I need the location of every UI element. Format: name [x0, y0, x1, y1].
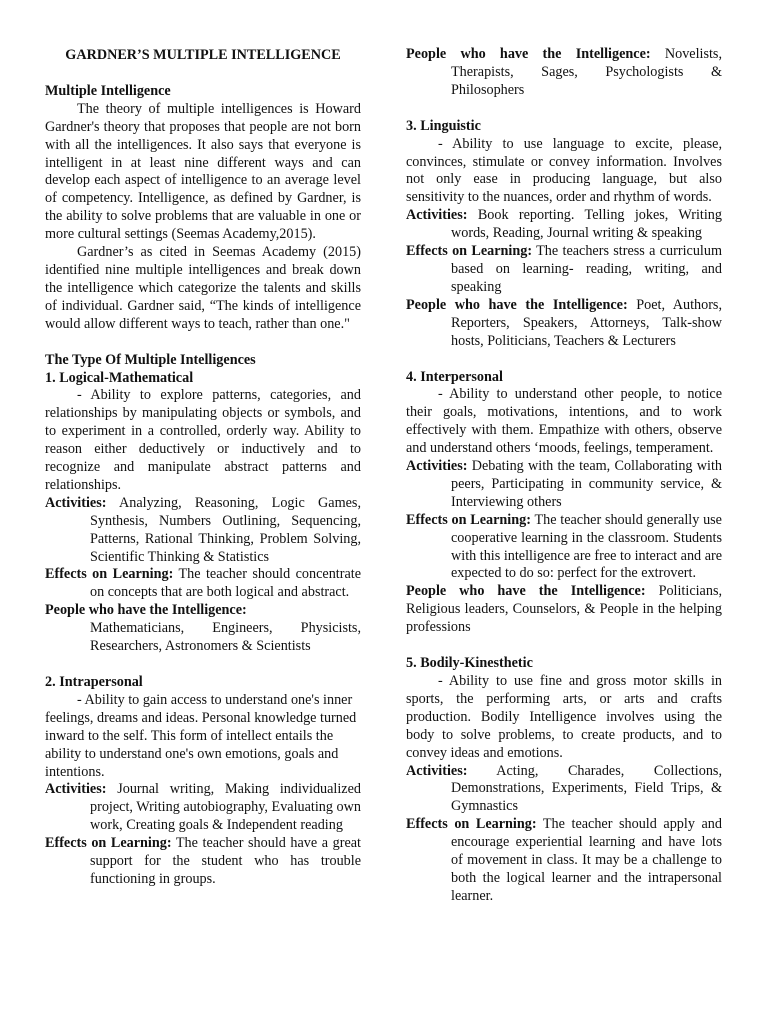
document-title: GARDNER’S MULTIPLE INTELLIGENCE [65, 47, 341, 63]
intrapersonal-activities-text: Journal writing, Making individualized project, Writing autobiography, Evaluating own work, Creating goals & Independent reading [90, 781, 361, 834]
intrapersonal-people [406, 46, 722, 100]
effects-label: Effects on Learning: [45, 835, 172, 852]
interpersonal-heading: 4. Interpersonal [406, 368, 503, 385]
logical-effects-text: The teacher should concentrate on concepts that are both logical and abstract. [90, 566, 361, 601]
interpersonal-activities [406, 458, 722, 512]
bodily-activities-text: Acting, Charades, Collections, Demonstrations, Experiments, Field Trips, & Gymnastics [451, 762, 722, 815]
bodily-effects-text: The teacher should apply and encourage experiential learning and have lots of movement in class. It may be a challenge to both the logical learner and the intrapersonal learner. [451, 816, 722, 904]
bodily-description: - Ability to use fine and gross motor skills in sports, the performing arts, or arts and crafts production. Bodily Intelligence involves using the body to solve problems, to create products, and to convey ideas and emotions. [406, 673, 722, 761]
logical-people-text: Mathematicians, Engineers, Physicists, Researchers, Astronomers & Scientists [90, 620, 361, 655]
left-column [45, 46, 361, 889]
linguistic-description: - Ability to use language to excite, please, convinces, stimulate or convey information. Involves not only ease in producing language, but also sensitivity to the nuances, order and rhythm of words. [406, 135, 722, 206]
logical-people-label: People who have the Intelligence: [45, 602, 247, 619]
interpersonal-effects [406, 512, 722, 584]
intro-paragraph-2: Gardner’s as cited in Seemas Academy (2015) identified nine multiple intelligences and break down the intelligence which categorize the talents and skills of individual. Gardner said, “The kinds of intelligence would allow different ways to teach, rather than one." [45, 244, 361, 332]
interpersonal-effects-text: The teacher should generally use cooperative learning in the classroom. Students with this intelligence are free to interact and are expected to do so: perfect for the extrovert. [451, 511, 723, 582]
bodily-heading: 5. Bodily-Kinesthetic [406, 655, 533, 672]
intrapersonal-heading: 2. Intrapersonal [45, 674, 143, 690]
effects-label: Effects on Learning: [406, 511, 531, 528]
people-label: People who have the Intelligence: [406, 296, 628, 313]
intro-paragraph-1: The theory of multiple intelligences is Howard Gardner's theory that proposes that people are not born with all the intelligences. It also says that everyone is intelligent in at least nine different ways and can develop each aspect of intelligence to an average level of competency. Intelligence, as defined by Gardner, is the ability to solve problems that are valuable in one or more cultural settings (Seemas Academy,2015). [45, 100, 361, 243]
activities-label: Activities: [45, 494, 107, 511]
interpersonal-people-text: Politicians, Religious leaders, Counselors, & People in the helping professions [406, 583, 723, 636]
bodily-effects [406, 816, 722, 906]
logical-activities-text: Analyzing, Reasoning, Logic Games, Synthesis, Numbers Outlining, Sequencing, Patterns, Rational Thinking, Problem Solving, Scientific Thinking & Statistics [90, 494, 361, 565]
linguistic-activities [406, 207, 722, 243]
logical-description: - Ability to explore patterns, categories, and relationships by manipulating objects or symbols, and to experiment in a controlled, orderly way. Ability to reason either deductively or inductively and to recognize and manipulate abstract patterns and relationships. [45, 387, 361, 493]
logical-heading: 1. Logical-Mathematical [45, 369, 194, 386]
bodily-activities [406, 763, 722, 817]
linguistic-effects-text: The teachers stress a curriculum based on learning- reading, writing, and speaking [451, 243, 722, 295]
intrapersonal-effects-text: The teacher should have a great support for the student who has trouble functioning in groups. [90, 835, 361, 887]
activities-label: Activities: [406, 762, 468, 779]
intro-heading: Multiple Intelligence [45, 82, 171, 99]
activities-label: Activities: [406, 458, 468, 475]
intrapersonal-effects [45, 835, 361, 889]
people-label: People who have the Intelligence: [406, 583, 646, 600]
logical-activities [45, 495, 361, 567]
types-heading: The Type Of Multiple Intelligences [45, 351, 256, 368]
linguistic-activities-text: Book reporting. Telling jokes, Writing words, Reading, Journal writing & speaking [451, 207, 722, 242]
intrapersonal-people-text: Novelists, Therapists, Sages, Psychologists & Philosophers [451, 46, 723, 98]
linguistic-effects [406, 243, 722, 297]
activities-label: Activities: [406, 207, 468, 224]
linguistic-people [406, 297, 722, 351]
effects-label: Effects on Learning: [406, 816, 537, 833]
people-label: People who have the Intelligence: [406, 46, 651, 62]
right-column [406, 46, 722, 906]
activities-label: Activities: [45, 781, 107, 798]
interpersonal-activities-text: Debating with the team, Collaborating with peers, Participating in community service, & Interviewing others [451, 458, 723, 510]
logical-effects [45, 566, 361, 602]
effects-label: Effects on Learning: [406, 243, 533, 260]
effects-label: Effects on Learning: [45, 566, 174, 583]
interpersonal-people [406, 583, 722, 637]
interpersonal-description: - Ability to understand other people, to notice their goals, motivations, intentions, and to work effectively with them. Empathize with others, observe and understand others ‘moods, feelings, temperament. [406, 386, 722, 457]
linguistic-people-text: Poet, Authors, Reporters, Speakers, Attorneys, Talk-show hosts, Politicians, Teachers & Lecturers [451, 296, 722, 349]
intrapersonal-activities [45, 781, 361, 835]
linguistic-heading: 3. Linguistic [406, 117, 481, 134]
intrapersonal-description: - Ability to gain access to understand one's inner feelings, dreams and ideas. Personal knowledge turned inward to the self. This form of intellect entails the ability to understand one's own emotions, goals and intentions. [45, 691, 357, 780]
